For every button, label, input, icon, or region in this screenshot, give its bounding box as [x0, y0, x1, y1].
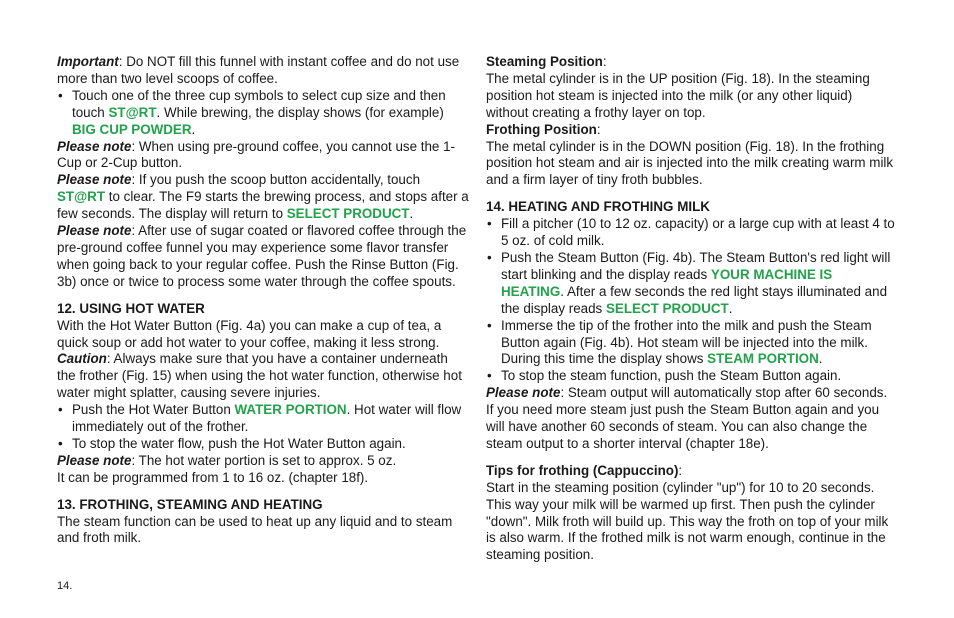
note-text: : Steam output will automatically stop after 60 seconds. If you need more steam just push the Steam Button again and you will have another 60 seconds of steam. You can also change the steam output to a shorter interval (chapter 18e). [486, 385, 888, 451]
display-text-big-cup-powder: BIG CUP POWDER [72, 121, 192, 137]
left-column [57, 54, 470, 547]
important-text: : Do NOT fill this funnel with instant coffee and do not use more than two level scoops of coffee. [57, 54, 460, 86]
text: Immerse the tip of the frother into the milk and push the Steam Button again (Fig. 4b). Hot steam will be injected into the milk. During this time the display shows [501, 317, 872, 367]
display-text-steam-portion: STEAM PORTION [707, 351, 819, 367]
note-label: Please note [57, 138, 132, 154]
tips-text: Start in the steaming position (cylinder "up") for 10 to 20 seconds. This way your milk will be warmed up first. Then push the cylinder "down". Milk froth will build up. This way the froth on top of your milk is also warm. If the frothed milk is not warm enough, continue in the steaming position. [486, 479, 889, 563]
note-steam-output [486, 385, 896, 453]
steaming-position-label: Steaming Position [486, 54, 603, 69]
display-text-machine-heating: YOUR MACHINE IS HEATING [501, 266, 833, 299]
section-heading-heating-frothing-milk: 14. HEATING AND FROTHING MILK [486, 199, 710, 215]
text: . Hot water will flow immediately out of the frother. [72, 402, 462, 435]
frothing-intro: The steam function can be used to heat up any liquid and to steam and froth milk. [57, 513, 453, 546]
text: Push the Steam Button (Fig. 4b). The Steam Button's red light will start blinking and the display reads [501, 249, 891, 282]
list-item-fill-pitcher: • Fill a pitcher (10 to 12 oz. capacity) or a large cup with at least 4 to 5 oz. of cold milk. [486, 216, 896, 250]
note-text: : After use of sugar coated or flavored coffee through the pre-ground coffee funnel you may experience some flavor transfer when going back to your regular coffee. Push the Rinse Button (Fig. 3b) once or twice to process some water through the coffee spouts. [57, 223, 467, 289]
list-item-hot-water-button [57, 402, 470, 436]
steaming-position-heading: Steaming Position: [486, 54, 607, 69]
note-label: Please note [486, 385, 561, 401]
list-item-cup-select [57, 88, 470, 139]
frothing-position-heading: Frothing Position: [486, 121, 601, 137]
frothing-position-text: The metal cylinder is in the DOWN position (Fig. 18). In the frothing position hot steam and air is injected into the milk creating warm milk and a firm layer of tiny froth bubbles. [486, 138, 894, 188]
frothing-position-label: Frothing Position [486, 121, 597, 137]
page-number: 14. [57, 580, 73, 592]
important-paragraph [57, 54, 470, 88]
note-hot-water-portion [57, 453, 470, 487]
list-item-push-steam [486, 250, 896, 318]
display-text-water-portion: WATER PORTION [234, 402, 347, 418]
display-text-select-product: SELECT PRODUCT [286, 206, 410, 222]
note-flavored-coffee [57, 223, 470, 291]
text: Touch one of the three cup symbols to select cup size and then touch [72, 87, 446, 120]
text: Push the Hot Water Button [72, 402, 235, 418]
section-heading-hot-water: 12. USING HOT WATER [57, 300, 205, 316]
note-text: : When using pre-ground coffee, you cannot use the 1-Cup or 2-Cup button. [57, 138, 456, 171]
note-text: to clear. The F9 starts the brewing process, and stops after a few seconds. The display will return to [57, 189, 469, 222]
caution-paragraph [57, 351, 470, 402]
note-label: Please note [57, 223, 132, 239]
text: . After a few seconds the red light stays illuminated and the display reads [501, 283, 888, 316]
tips-label: Tips for frothing (Cappuccino) [486, 462, 679, 478]
right-column [486, 54, 896, 564]
note-text: It can be programmed from 1 to 16 oz. (chapter 18f). [57, 469, 369, 485]
list-item-stop-water: • To stop the water flow, push the Hot Water Button again. [57, 436, 470, 453]
list-item-immerse-frother [486, 318, 896, 369]
list-item-stop-steam: • To stop the steam function, push the Steam Button again. [486, 368, 896, 385]
display-text-start: ST@RT [108, 104, 157, 120]
steaming-position-text: The metal cylinder is in the UP position (Fig. 18). In the steaming position hot steam is injected into the milk (or any other liquid) without creating a frothy layer on top. [486, 70, 870, 120]
display-text-start: ST@RT [57, 189, 106, 205]
note-pre-ground [57, 139, 470, 173]
important-label: Important [57, 54, 119, 69]
caution-text: : Always make sure that you have a container underneath the frother (Fig. 15) when using the hot water function, otherwise hot water might splatter, causing severe injuries. [57, 351, 462, 401]
text: . While brewing, the display shows (for example) [156, 104, 444, 120]
note-label: Please note [57, 172, 132, 188]
display-text-select-product: SELECT PRODUCT [605, 300, 729, 316]
note-scoop-button [57, 172, 470, 223]
text: . [818, 351, 823, 367]
tips-colon: : [678, 462, 683, 478]
note-text: . [409, 206, 414, 222]
caution-label: Caution [57, 351, 107, 367]
note-label: Please note [57, 452, 132, 468]
text: . [191, 121, 196, 137]
note-text: : The hot water portion is set to approx. 5 oz. [131, 452, 397, 468]
section-heading-frothing: 13. FROTHING, STEAMING AND HEATING [57, 496, 323, 512]
hot-water-intro: With the Hot Water Button (Fig. 4a) you can make a cup of tea, a quick soup or add hot water to your coffee, making it less strong. [57, 317, 442, 350]
tips-heading [486, 463, 896, 480]
text: . [728, 300, 733, 316]
note-text: : If you push the scoop button accidentally, touch [131, 172, 421, 188]
